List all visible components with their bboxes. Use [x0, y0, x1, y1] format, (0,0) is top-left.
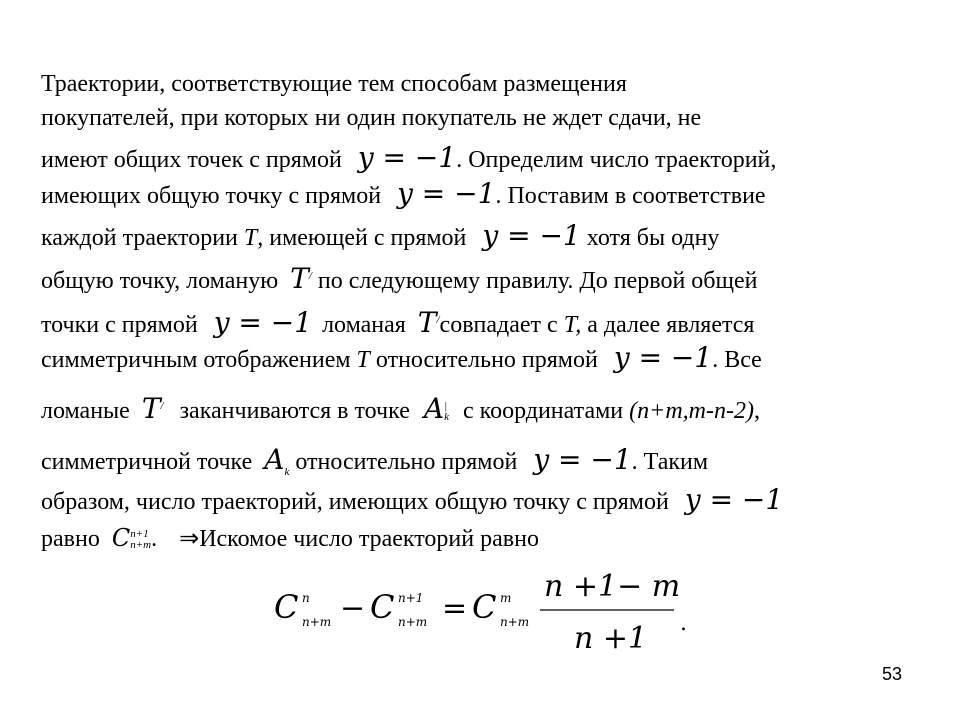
- c2-lower: n+m: [398, 615, 428, 629]
- text: , имеющей с прямой: [257, 225, 467, 251]
- formula-period: .: [680, 611, 687, 636]
- text: . Таким: [631, 449, 709, 475]
- equation: y = −1: [533, 443, 632, 476]
- c-indices: [130, 529, 151, 551]
- text: . Все: [712, 347, 762, 373]
- text-line-4: [41, 177, 766, 210]
- text: ,: [753, 398, 760, 424]
- text: с координатами: [462, 398, 630, 424]
- t-prime: T: [290, 262, 309, 295]
- text: симметричной точке: [41, 449, 253, 475]
- text: T,: [563, 312, 582, 338]
- text: симметричным отображением: [41, 347, 357, 373]
- text-line-3: [41, 141, 777, 174]
- minus-sign: −: [340, 591, 366, 626]
- bar-mark: |: [444, 400, 448, 413]
- c1-lower: n+m: [302, 615, 332, 629]
- prime-mark: /: [308, 270, 312, 282]
- equation: y = −1: [684, 483, 784, 516]
- text: T: [243, 225, 258, 251]
- text-line-6: [41, 262, 757, 295]
- c3-lower: n+m: [500, 615, 530, 629]
- c3-upper: m: [500, 591, 512, 605]
- text: ломаные: [41, 398, 130, 424]
- k-index: k: [444, 411, 449, 424]
- a-index: [444, 401, 449, 423]
- c3: C: [472, 588, 497, 626]
- text-line-8: [41, 341, 762, 374]
- text: T: [356, 347, 370, 373]
- text: равно: [41, 526, 100, 552]
- t-prime: T: [141, 392, 161, 425]
- c-upper: n+1: [130, 528, 149, 541]
- text: .: [151, 526, 158, 552]
- text-line-9: [41, 392, 760, 425]
- page-number: 53: [881, 664, 902, 684]
- text-line-1: [41, 70, 627, 98]
- text-line-11: [41, 483, 784, 516]
- text: заканчиваются в точке: [179, 398, 410, 424]
- c2: C: [370, 588, 395, 626]
- denominator: n +1: [574, 621, 648, 656]
- prime-mark: /: [160, 400, 164, 412]
- prime-mark: /: [436, 314, 440, 326]
- text: хотя бы одну: [586, 225, 720, 251]
- text: образом, число траекторий, имеющих общую точку с прямой: [41, 489, 669, 515]
- text: относительно прямой: [295, 449, 518, 475]
- text-line-2: [41, 104, 701, 132]
- equation: y = −1: [213, 306, 313, 339]
- equals-sign: =: [442, 591, 468, 626]
- text-line-12: [41, 524, 539, 553]
- text: Траектории, соответствующие тем способам размещения: [41, 71, 627, 97]
- text: каждой траектории: [41, 225, 244, 251]
- text-line-5: [41, 219, 720, 252]
- equation: y = −1: [613, 341, 713, 374]
- text-line-7: [41, 306, 754, 339]
- text: имеющих общую точку с прямой: [41, 183, 382, 209]
- c2-upper: n+1: [398, 591, 424, 605]
- text: . Определим число траекторий,: [456, 147, 777, 173]
- text: относительно прямой: [369, 347, 598, 373]
- numerator: n +1− m: [544, 569, 681, 604]
- t-prime: T: [417, 306, 437, 339]
- equation: y = −1: [397, 177, 496, 210]
- text: ⇒Искомое число траекторий равно: [179, 526, 539, 552]
- text: точки с прямой: [41, 312, 198, 338]
- point-a: A: [423, 392, 445, 425]
- text: по следующему правилу. До первой общей: [317, 268, 758, 294]
- equation: y = −1: [482, 219, 581, 252]
- text: ломаная: [322, 312, 406, 338]
- text: совпадает с: [439, 312, 564, 338]
- text: а далее является: [581, 312, 755, 338]
- c-lower: n+m: [130, 539, 152, 552]
- text-line-10: [41, 443, 709, 486]
- k-index: k: [284, 465, 290, 478]
- point-a: A: [264, 443, 285, 476]
- c1: C: [274, 588, 299, 626]
- binomial-c: C: [111, 524, 131, 552]
- final-formula: [272, 568, 702, 658]
- text: имеют общих точек с прямой: [41, 147, 342, 173]
- c1-upper: n: [302, 591, 310, 605]
- equation: y = −1: [357, 141, 457, 174]
- coordinates: (n+m,m-n-2): [629, 398, 754, 424]
- text: . Поставим в соответствие: [495, 183, 766, 209]
- text: общую точку, ломаную: [41, 268, 279, 294]
- text: покупателей, при которых ни один покупатель не ждет сдачи, не: [41, 105, 702, 131]
